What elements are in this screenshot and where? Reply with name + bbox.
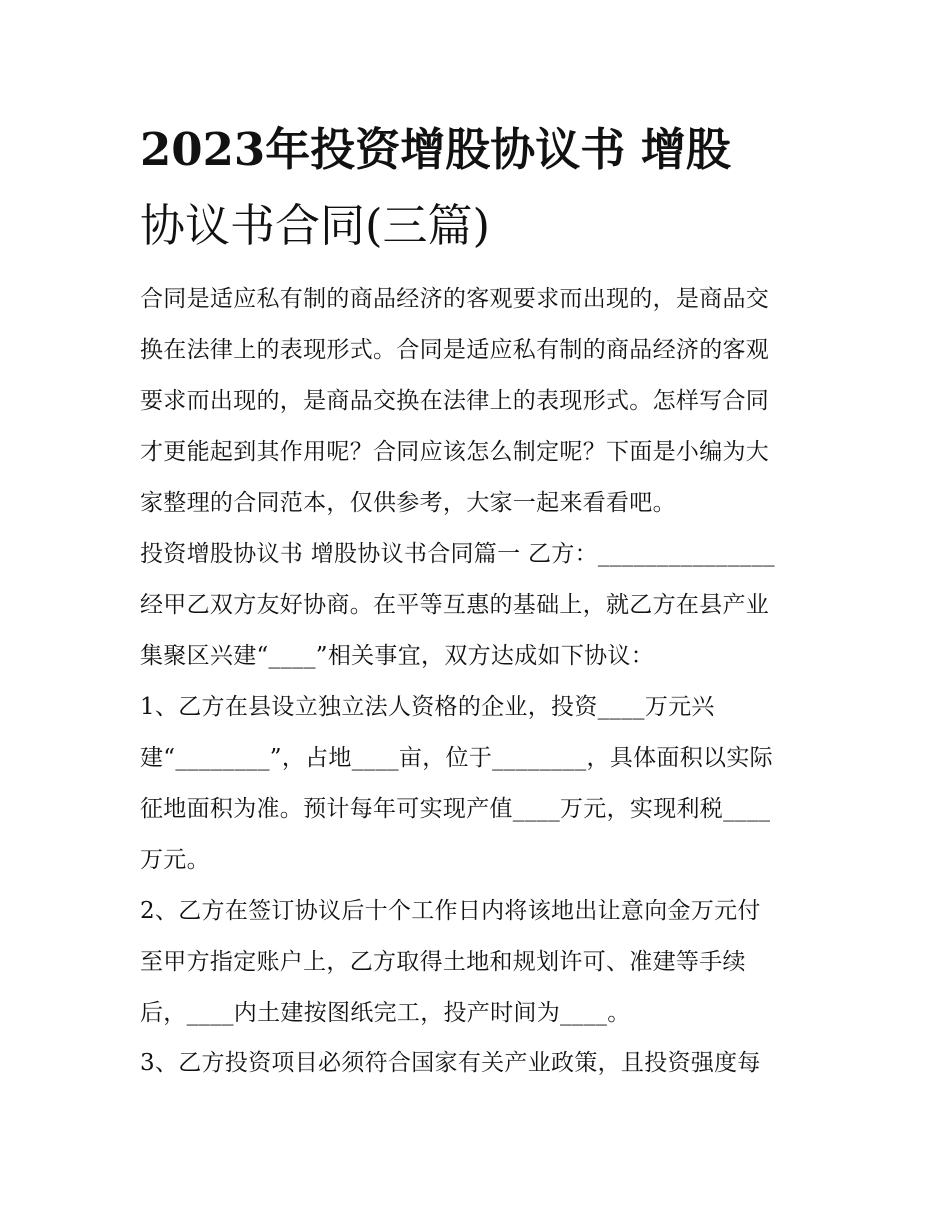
clause-2-line-2: 至甲方指定账户上，乙方取得土地和规划许可、准建等手续 bbox=[140, 949, 746, 975]
intro-line-1: 合同是适应私有制的商品经济的客观要求而出现的，是商品交 bbox=[140, 286, 770, 312]
clause-1-line-1: 1、乙方在县设立独立法人资格的企业，投资____万元兴 bbox=[140, 694, 715, 720]
clause-2 bbox=[140, 886, 830, 1039]
intro-line-2: 换在法律上的表现形式。合同是适应私有制的商品经济的客观 bbox=[140, 337, 770, 363]
clause-3-line-1: 3、乙方投资项目必须符合国家有关产业政策，且投资强度每 bbox=[140, 1050, 761, 1076]
section-line-3: 集聚区兴建“____”相关事宜，双方达成如下协议： bbox=[140, 643, 655, 669]
document-title bbox=[140, 112, 830, 264]
section-line-2: 经甲乙双方友好协商。在平等互惠的基础上，就乙方在县产业 bbox=[140, 592, 770, 618]
clause-1-line-2: 建“________”，占地____亩，位于________，具体面积以实际 bbox=[140, 745, 773, 771]
intro-paragraph bbox=[140, 274, 830, 529]
clause-1-line-3: 征地面积为准。预计每年可实现产值____万元，实现利税____ bbox=[140, 796, 771, 822]
clause-1-line-4: 万元。 bbox=[140, 847, 210, 873]
intro-line-3: 要求而出现的，是商品交换在法律上的表现形式。怎样写合同 bbox=[140, 388, 770, 414]
clause-2-line-3: 后，____内土建按图纸完工，投产时间为____。 bbox=[140, 1000, 631, 1026]
clause-2-line-1: 2、乙方在签订协议后十个工作日内将该地出让意向金万元付 bbox=[140, 898, 761, 924]
section-line-1: 投资增股协议书 增股协议书合同篇一 乙方：_______________ bbox=[140, 541, 775, 567]
title-line-2: 协议书合同(三篇) bbox=[140, 199, 491, 252]
section-heading-paragraph bbox=[140, 529, 830, 682]
title-line-1: 2023年投资增股协议书 增股 bbox=[140, 123, 731, 176]
intro-line-4: 才更能起到其作用呢？合同应该怎么制定呢？下面是小编为大 bbox=[140, 439, 770, 465]
clause-3 bbox=[140, 1038, 830, 1089]
clause-1 bbox=[140, 682, 830, 886]
intro-line-5: 家整理的合同范本，仅供参考，大家一起来看看吧。 bbox=[140, 490, 676, 516]
